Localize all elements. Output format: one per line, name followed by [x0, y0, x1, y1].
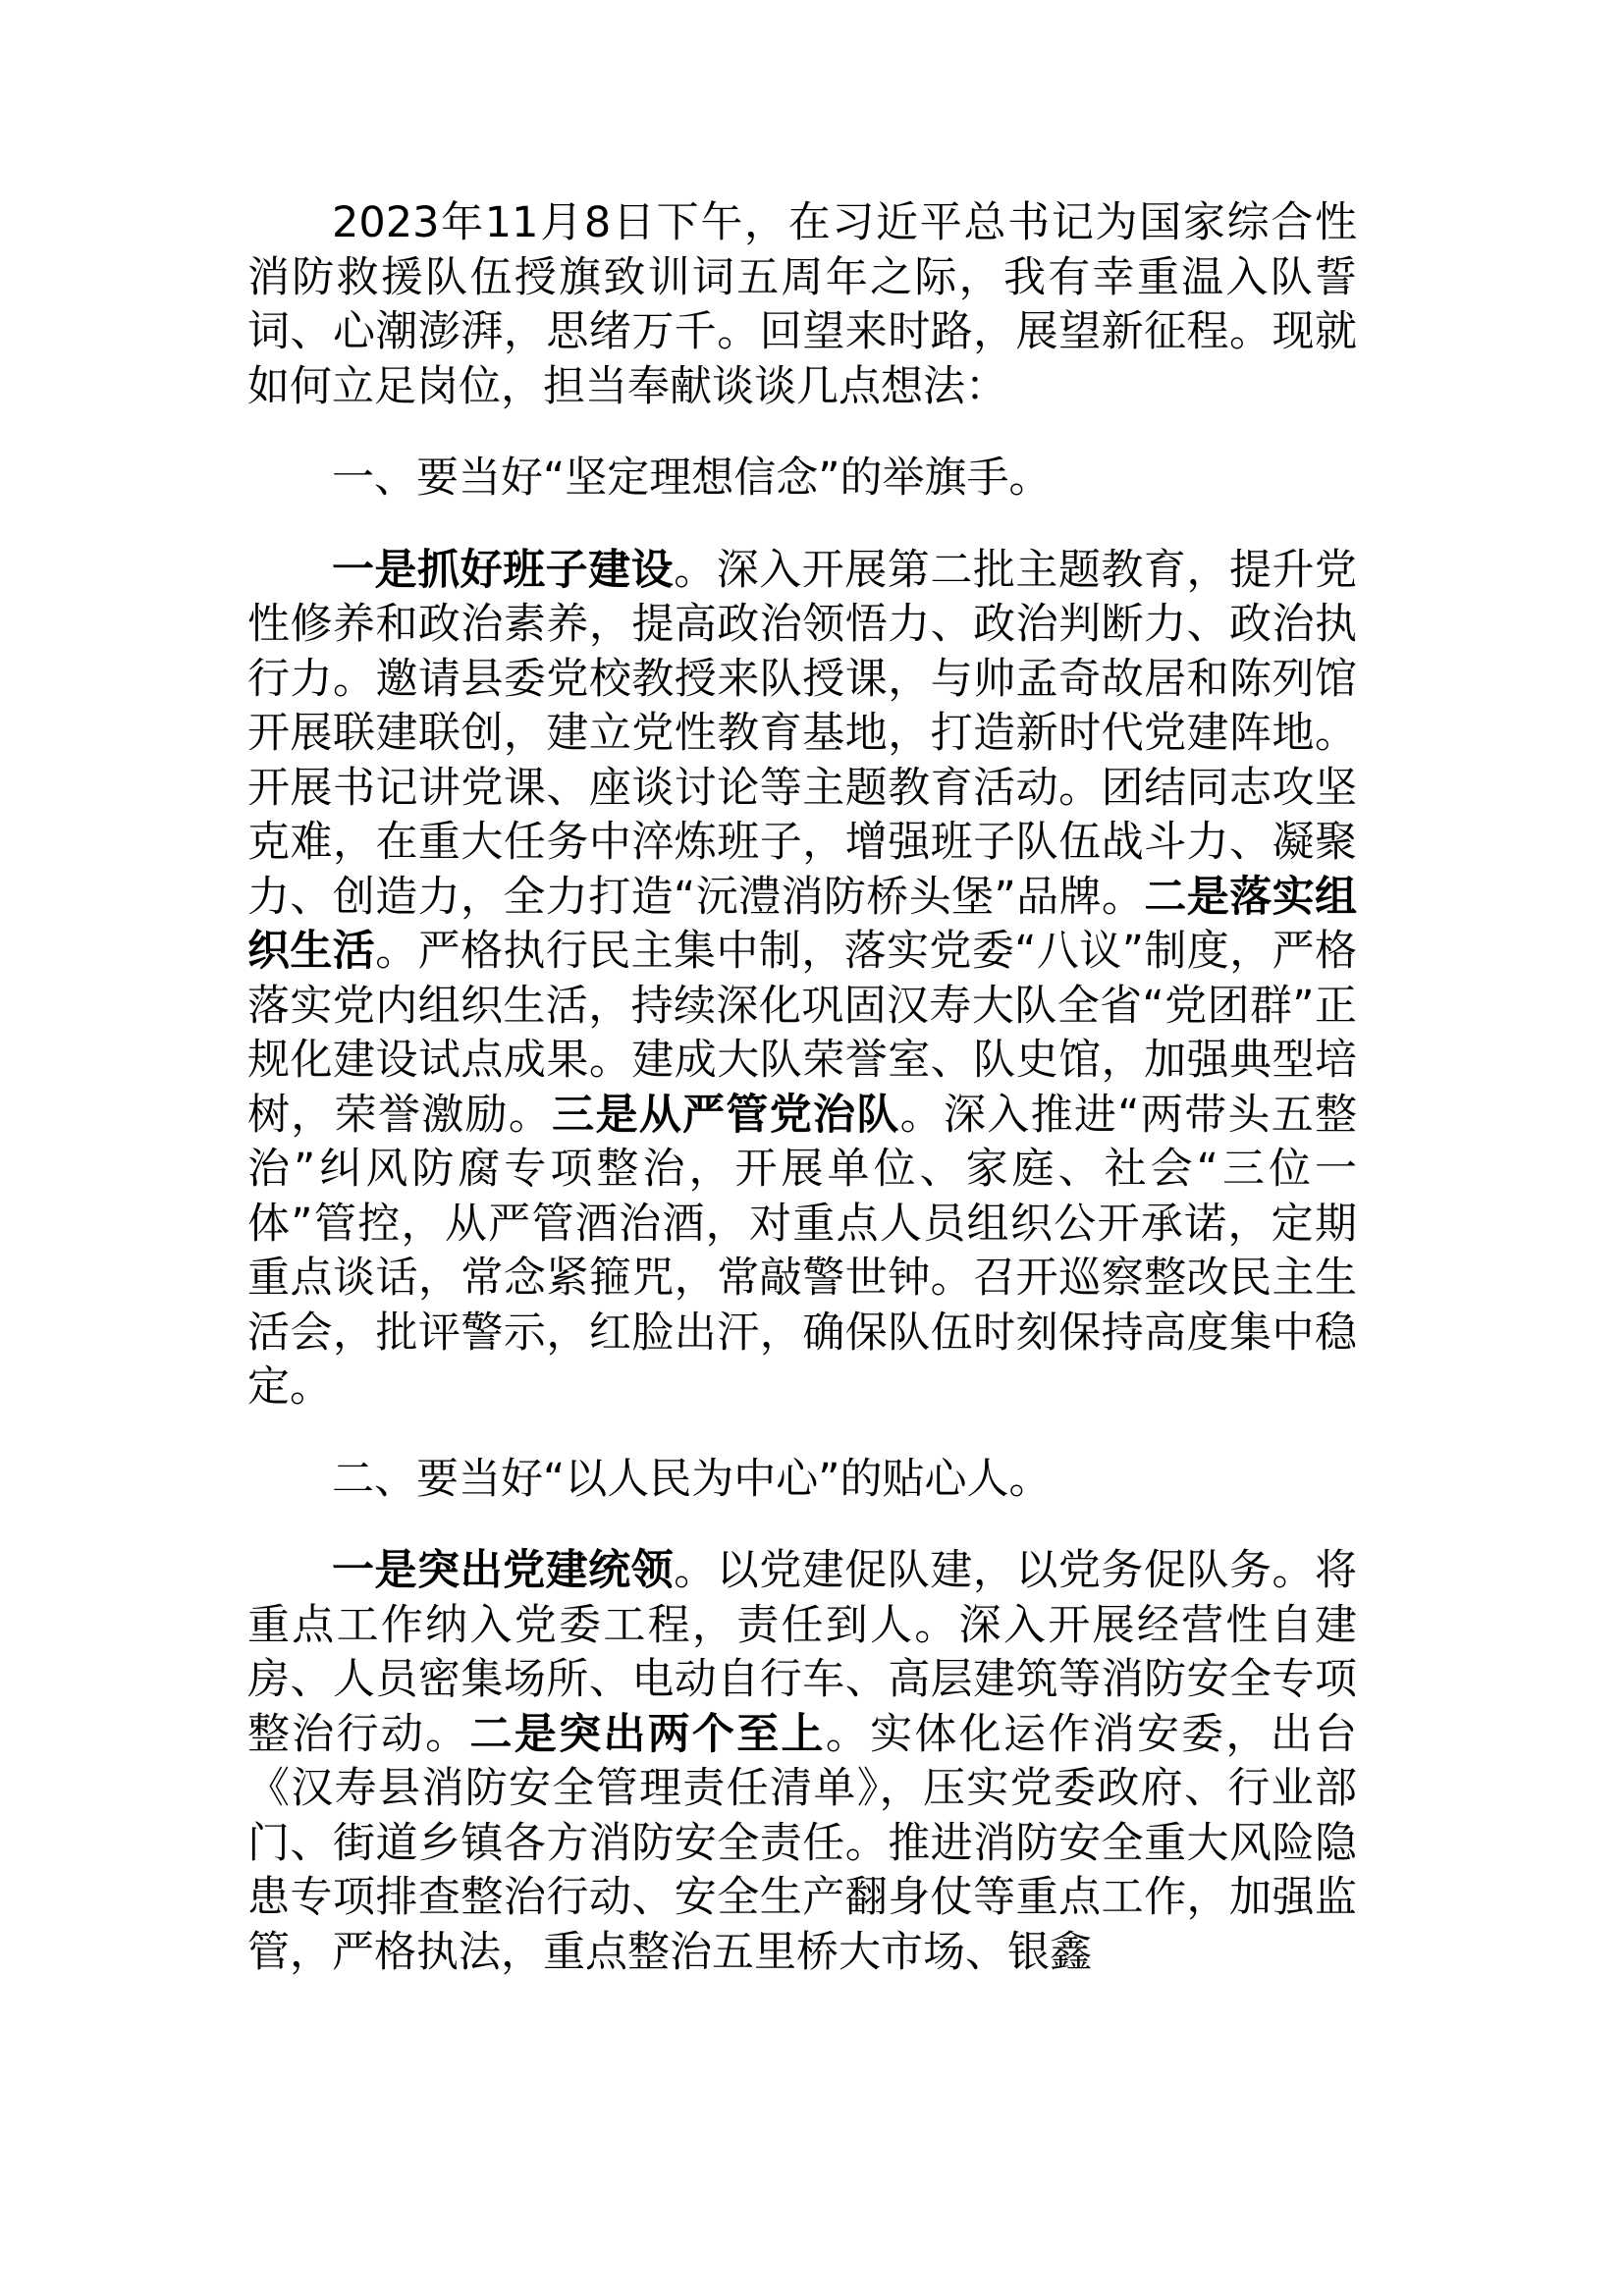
- section-1-heading: 一、要当好“坚定理想信念”的举旗手。: [332, 454, 1052, 503]
- section-1-point-3-title: 三是从严管党治队: [552, 1090, 900, 1140]
- intro-paragraph: 2023年11月8日下午，在习近平总书记为国家综合性消防救援队伍授旗致训词五周年之际，我有幸重温入队誓词、心潮澎湃，思绪万千。回望来时路，展望新征程。现就如何立足岗位，担当奉献谈谈几点想法：: [247, 198, 1357, 411]
- section-1-point-2-text: 。严格执行民主集中制，落实党委“八议”制度，严格落实党内组织生活，持续深化巩固汉寿大队全省“党团群”正规化建设试点成果。建成大队荣誉室、队史馆，加强典型培树，荣誉激励。: [247, 927, 1358, 1140]
- section-1-point-3-text: 。深入推进“两带头五整治”纠风防腐专项整治，开展单位、家庭、社会“三位一体”管控，从严管酒治酒，对重点人员组织公开承诺，定期重点谈话，常念紧箍咒，常敲警世钟。召开巡察整改民主生活会，批评警示，红脸出汗，确保队伍时刻保持高度集中稳定。: [247, 1090, 1358, 1412]
- section-1-body: [247, 544, 1357, 1415]
- section-1-point-2-title: 二是落实组织生活: [247, 872, 1357, 976]
- section-2-point-1-title: 一是突出党建统领: [332, 1546, 675, 1595]
- section-1-point-1-title: 一是抓好班子建设: [332, 545, 675, 595]
- section-2-point-2-text: 。实体化运作消安委，出台《汉寿县消防安全管理责任清单》，压实党委政府、行业部门、街道乡镇各方消防安全责任。推进消防安全重大风险隐患专项排查整治行动、安全生产翻身仗等重点工作，加强监管，严格执法，重点整治五里桥大市场、银鑫: [247, 1709, 1358, 1977]
- section-2-point-2-title: 二是突出两个至上: [469, 1709, 826, 1759]
- section-1-point-1-text: 。深入开展第二批主题教育，提升党性修养和政治素养，提高政治领悟力、政治判断力、政治执行力。邀请县委党校教授来队授课，与帅孟奇故居和陈列馆开展联建联创，建立党性教育基地，打造新时代党建阵地。开展书记讲党课、座谈讨论等主题教育活动。团结同志攻坚克难，在重大任务中淬炼班子，增强班子队伍战斗力、凝聚力、创造力，全力打造“沅澧消防桥头堡”品牌。: [247, 545, 1358, 922]
- section-2-point-1-text: 。以党建促队建，以党务促队务。将重点工作纳入党委工程，责任到人。深入开展经营性自建房、人员密集场所、电动自行车、高层建筑等消防安全专项整治行动。: [247, 1546, 1358, 1759]
- section-2-heading: 二、要当好“以人民为中心”的贴心人。: [332, 1454, 1052, 1504]
- document-page: [247, 196, 1357, 1980]
- section-2-body: [247, 1544, 1357, 1980]
